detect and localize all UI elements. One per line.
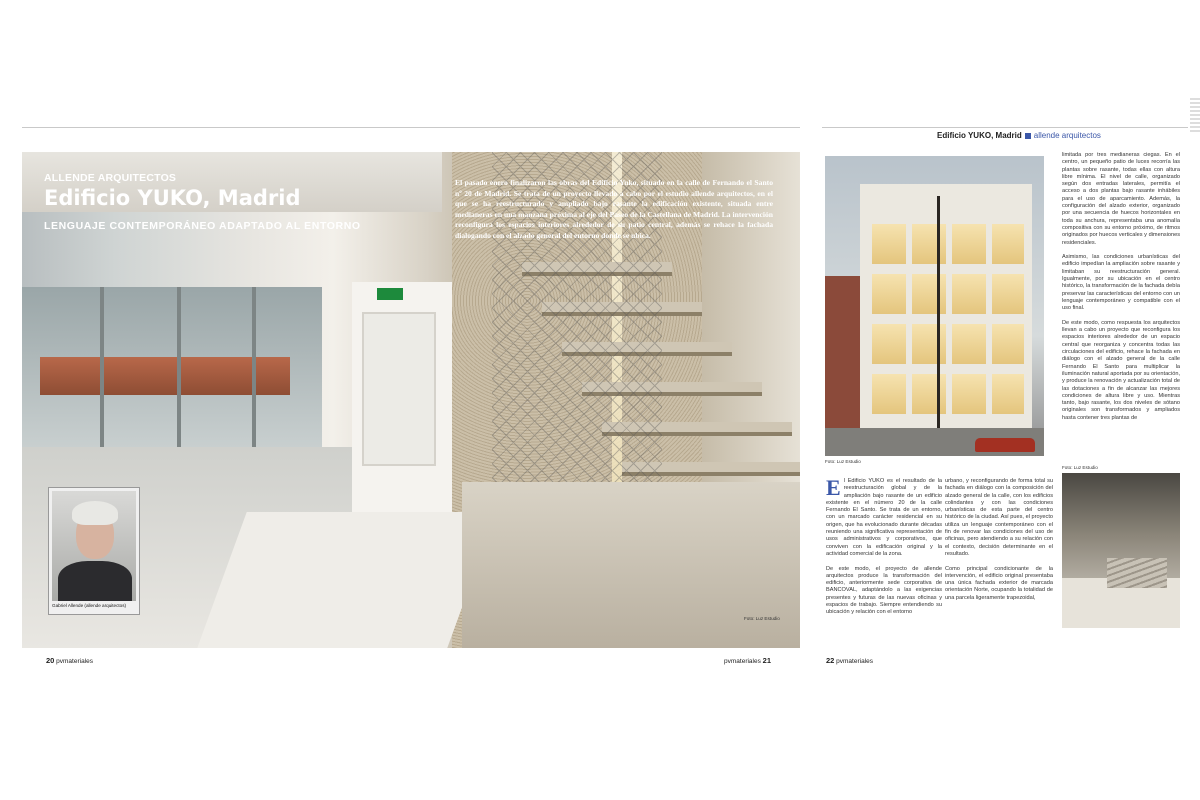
running-head-firm: allende arquitectos — [1033, 131, 1101, 140]
page-edge-mark — [1190, 98, 1200, 132]
body-column-3: limitada por tres medianeras ciegas. En el centro, un pequeño patio de luces recorría las plantas sobre rasante, todas ellas con altura libre mínima. El nivel de calle, organizado según dos entradas laterales, permitía el acceso a dos plantas bajo rasante inhábiles para el uso de aparcamiento. Además, la configuración del alzado exterior, organizado por una secuencia de huecos horizontales en toda su anchura, representaba una anomalía compositiva con su entorno próximo, de ritmos originados por huecos verticales y dimensiones residenciales. Asimismo, las condiciones urbanísticas del edificio impedían la ampliación sobre rasante y limitaban su reestructuración general. Igualmente, por su ubicación en el centro histórico, la transformación de la fachada debía preservar las características del entorno con un lenguaje contemporáneo y compatible con el uso final. De este modo, como respuesta los arquitectos llevan a cabo un proyecto que reconfigura los espacios interiores alrededor de un espacio central que reorganiza y concentra todas las circulaciones del edificio, rehace la fachada en diálogo con el alzado general de la calle Fernando El Santo para multiplicar la iluminación natural aportada por su orientación, y produce la renovación y actualización total de las dotaciones a fin de alcanzar las mejores condiciones de altura libre y uso. Mientras tanto, bajo rasante, los dos niveles de sótano originales son transformados y ampliados hasta contener tres plantas de — [1062, 152, 1180, 421]
author-portrait — [48, 487, 140, 615]
photo-credit: Foto: Luz Estudio — [825, 459, 861, 464]
square-icon — [1025, 133, 1031, 139]
portrait-hair — [72, 501, 118, 525]
window — [872, 324, 906, 364]
window — [952, 324, 986, 364]
page-number: 21 — [762, 656, 772, 665]
interior-stair — [1107, 558, 1167, 588]
page-number: 22 — [826, 656, 835, 665]
photo-landing — [462, 482, 800, 648]
window — [952, 274, 986, 314]
window — [992, 374, 1024, 414]
window — [952, 224, 986, 264]
window — [912, 374, 946, 414]
magazine-name: pvmateriales — [56, 658, 94, 665]
window — [992, 274, 1024, 314]
body-column-1 — [826, 475, 942, 648]
portrait-caption: Gabriel Allende (allende arquitectos) — [52, 603, 127, 608]
folio-left — [46, 656, 93, 665]
window — [912, 224, 946, 264]
running-head — [937, 131, 1101, 140]
window — [912, 324, 946, 364]
portrait-image — [52, 491, 136, 601]
facade-photo — [825, 156, 1044, 456]
window — [872, 224, 906, 264]
window — [872, 274, 906, 314]
folio-page-22 — [826, 656, 873, 665]
photo-credit: Foto: Luz Estudio — [744, 616, 780, 621]
photo-door — [362, 312, 436, 466]
window — [872, 374, 906, 414]
magazine-name: pvmateriales — [724, 658, 761, 665]
article-kicker: ALLENDE ARQUITECTOS — [44, 172, 177, 184]
folio-right — [724, 656, 771, 665]
article-intro: El pasado enero finalizaron las obras del Edificio Yuko, situado en la calle de Fernando el Santo nº 20 de Madrid. Se trata de un proyecto llevado a cabo por el estudio allende arquitectos, en el que se ha reestructurado y ampliado bajo rasante la edificación existente, situada entre medianeras en una manzana próxima al eje del Paseo de la Castellana de Madrid. La intervención reconfigura los espacios interiores alrededor de su patio central, además se rehace la fachada dialogando con el alzado general del entorno donde se ubica. — [455, 178, 773, 240]
window — [912, 274, 946, 314]
facade-building — [860, 184, 1032, 456]
body-column-1-text: l Edificio YUKO es el resultado de la reestructuración global y de la ampliación bajo rasante de un edificio existente en el número 20 de la calle Fernando El Santo. Se trata de un entorno, con un marcado carácter residencial en su origen, que ha evolucionado durante décadas reuniendo una significativa representación de usos administrativos y corporativos, que conviven con la edificación original y la actividad comercial de la zona. De este modo, el proyecto de allende arquitectos produce la transformación del edificio, anteriormente sede corporativa de BANCOVAL, adaptándolo a las exigencias presentes y futuras de las nuevas oficinas y espacios de trabajo. Siempre entendiendo su ubicación y relación con el entorno — [826, 478, 942, 616]
body-column-2: urbano, y reconfigurando de forma total su fachada en diálogo con la composición del alzado general de la calle, con los edificios colindantes y con las condiciones urbanísticas de esta parte del centro histórico de la ciudad. Así pues, el proyecto utiliza un lenguaje contemporáneo con el fin de renovar las condiciones del uso de oficinas, pero atendiendo a su relación con el contexto, decisión determinante en el resultado. Como principal condicionante de la intervención, el edificio original presentaba una única fachada exterior de marcada orientación Norte, ocupando la totalidad de una parcela ligeramente trapezoidal, — [945, 478, 1053, 601]
article-subhead: LENGUAJE CONTEMPORÁNEO ADAPTADO AL ENTORNO — [44, 220, 361, 232]
article-headline: Edificio YUKO, Madrid — [44, 186, 301, 210]
window — [992, 224, 1024, 264]
photo-credit: Foto: Luz Estudio — [1062, 465, 1098, 470]
running-head-title: Edificio YUKO, Madrid — [937, 131, 1022, 140]
window — [952, 374, 986, 414]
window — [992, 324, 1024, 364]
photo-walkway — [197, 512, 496, 648]
magazine-name: pvmateriales — [836, 658, 874, 665]
car — [975, 438, 1035, 452]
portrait-shoulders — [58, 561, 132, 601]
page-number: 20 — [46, 656, 55, 665]
drop-cap: E — [826, 475, 841, 500]
tree — [937, 196, 940, 456]
exit-sign-icon — [377, 288, 403, 300]
interior-photo — [1062, 473, 1180, 628]
